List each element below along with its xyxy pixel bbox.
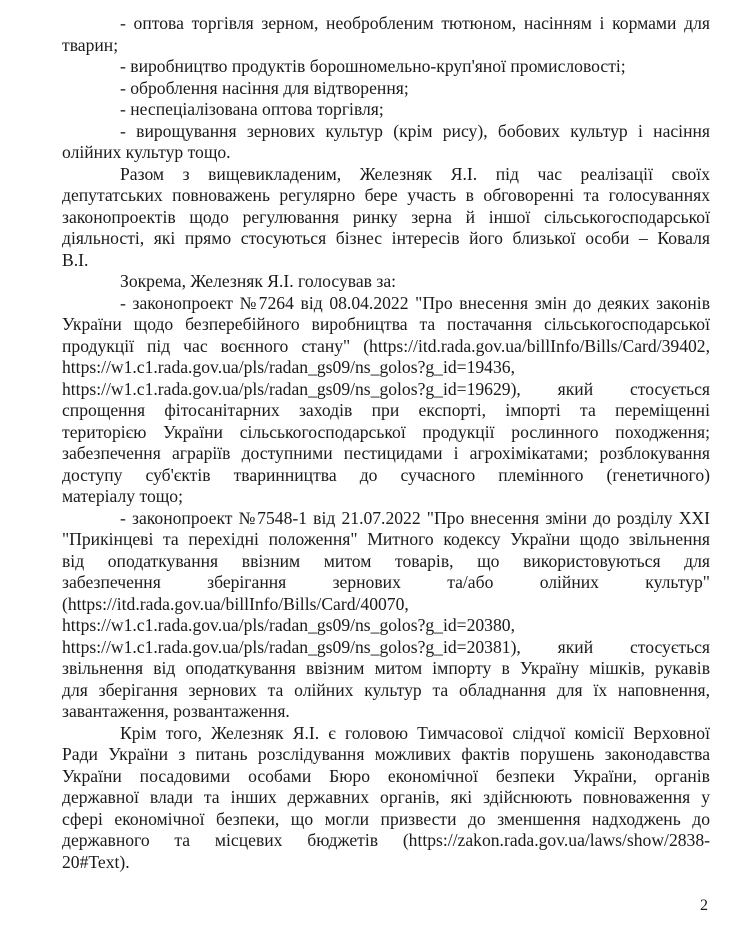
text-line: доступу суб'єктів тваринництва до сучасного племінного (генетичного)	[62, 464, 710, 485]
text-line: від оподаткування ввізним митом товарів, що використовуються для	[62, 550, 710, 571]
text-line: олійних культур тощо.	[62, 142, 231, 162]
text-line: забезпечення аграріїв доступними пестицидами і агрохімікатами; розблокування	[62, 443, 710, 463]
text-line: 20#Text).	[62, 851, 130, 872]
text-line: https://w1.c1.rada.gov.ua/pls/radan_gs09/ns_golos?g_id=20380,	[62, 615, 515, 635]
text-line: "Прикінцеві та перехідні положення" Митного кодексу України щодо звільнення	[62, 529, 710, 549]
text-line: України посадовими особами Бюро економічної безпеки України, органів	[62, 765, 710, 786]
text-line: продукції під час воєнного стану" (https://itd.rada.gov.ua/billInfo/Bills/Card/39402,	[62, 335, 710, 356]
text-line: - законопроект №7548-1 від 21.07.2022 "Про внесення зміни до розділу XXI	[120, 507, 710, 528]
text-line: територією України сільськогосподарської продукції рослинного походження;	[62, 421, 710, 442]
text-line: України щодо безперебійного виробництва та постачання сільськогосподарської	[62, 314, 710, 334]
text-line: - виробництво продуктів борошномельно-круп'яної промисловості;	[120, 56, 626, 76]
text-line: спрощення фітосанітарних заходів при експорті, імпорті та переміщенні	[62, 400, 710, 420]
text-line: законопроектів щодо регулювання ринку зерна й іншої сільськогосподарської	[62, 206, 710, 227]
page-text	[62, 13, 710, 873]
text-line: - оброблення насіння для відтворення;	[120, 77, 409, 98]
text-line: Разом з вищевикладеним, Железняк Я.І. під час реалізації своїх	[120, 163, 710, 184]
text-line: Крім того, Железняк Я.І. є головою Тимчасової слідчої комісії Верховної	[120, 722, 710, 743]
text-line: - оптова торгівля зерном, необробленим тютюном, насінням і кормами для	[120, 13, 710, 33]
text-line: звільнення від оподаткування ввізним митом імпорту в Україну мішків, рукавів	[62, 658, 710, 678]
text-line: завантаження, розвантаження.	[62, 701, 290, 721]
text-line: - законопроект №7264 від 08.04.2022 "Про внесення змін до деяких законів	[120, 292, 710, 313]
text-line: https://w1.c1.rada.gov.ua/pls/radan_gs09/ns_golos?g_id=19436,	[62, 357, 515, 377]
text-line: матеріалу тощо;	[62, 486, 183, 506]
text-line: тварин;	[62, 34, 119, 55]
text-line: державної влади та інших державних органів, які здійснюють повноваження у	[62, 787, 710, 807]
text-line: для зберігання зернових та олійних культур та обладнання для їх наповнення,	[62, 679, 710, 700]
text-line: Ради України з питань розслідування можливих фактів порушень законодавства	[62, 744, 710, 764]
text-line: Зокрема, Железняк Я.І. голосував за:	[120, 271, 397, 291]
text-line: (https://itd.rada.gov.ua/billInfo/Bills/Card/40070,	[62, 593, 409, 614]
text-line: діяльності, які прямо стосуються бізнес інтересів його близької особи – Коваля	[62, 228, 710, 248]
text-line: державного та місцевих бюджетів (https://zakon.rada.gov.ua/laws/show/2838-	[62, 830, 710, 850]
text-line: https://w1.c1.rada.gov.ua/pls/radan_gs09/ns_golos?g_id=19629), який стосується	[62, 378, 710, 399]
text-line: - вирощування зернових культур (крім рису), бобових культур і насіння	[120, 120, 710, 141]
page-number: 2	[700, 897, 708, 914]
text-line: https://w1.c1.rada.gov.ua/pls/radan_gs09/ns_golos?g_id=20381), який стосується	[62, 636, 710, 657]
text-line: забезпечення зберігання зернових та/або олійних культур"	[62, 572, 710, 592]
text-line: депутатських повноважень регулярно бере участь в обговоренні та голосуваннях	[62, 185, 710, 205]
text-line: - неспеціалізована оптова торгівля;	[120, 99, 384, 119]
text-line: сфері економічної безпеки, що могли призвести до зменшення надходжень до	[62, 808, 710, 829]
text-line: В.І.	[62, 249, 89, 270]
